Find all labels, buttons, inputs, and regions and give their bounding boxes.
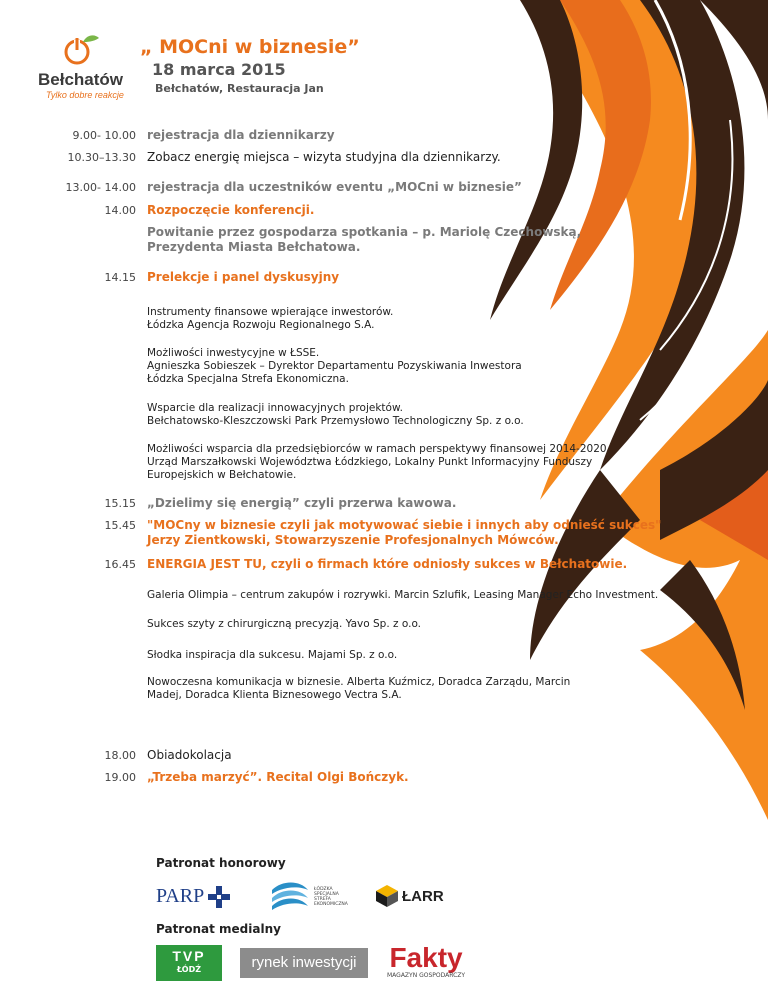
agenda-item: ENERGIA JEST TU, czyli o firmach które odniosły sukces w Bełchatowie. — [147, 557, 628, 571]
talk-item: Sukces szyty z chirurgiczną precyzją. Yavo Sp. z o.o. — [147, 618, 422, 630]
power-apple-icon — [63, 32, 103, 68]
agenda-time: 18.00 — [104, 749, 136, 762]
event-title: „ MOCni w biznesie” — [140, 36, 360, 58]
agenda-item-detail: Prezydenta Miasta Bełchatowa. — [147, 240, 361, 254]
rynek-inwestycji-logo: rynek inwestycji — [240, 948, 368, 978]
agenda-item: Prelekcje i panel dyskusyjny — [147, 270, 340, 284]
agenda-time: 13.00- 14.00 — [65, 181, 136, 194]
agenda-item: „Trzeba marzyć”. Recital Olgi Bończyk. — [147, 770, 409, 784]
agenda-time: 15.15 — [104, 497, 136, 510]
talk-item: Możliwości inwestycyjne w ŁSSE. Agnieszka Sobieszek – Dyrektor Departamentu Pozyskiwania Inwestora Łódzka Specjalna Strefa Ekonomiczna. — [147, 347, 522, 385]
agenda-item-detail: Jerzy Zientkowski, Stowarzyszenie Profesjonalnych Mówców. — [147, 533, 559, 547]
agenda-time: 9.00- 10.00 — [72, 129, 136, 142]
honorary-patronage-label: Patronat honorowy — [156, 856, 286, 870]
event-date: 18 marca 2015 — [152, 60, 286, 79]
media-patronage-label: Patronat medialny — [156, 922, 281, 936]
tvp-lodz-logo: TVP ŁÓDŹ — [156, 945, 222, 981]
agenda-time: 19.00 — [104, 771, 136, 784]
talk-item: Galeria Olimpia – centrum zakupów i rozrywki. Marcin Szlufik, Leasing Manager Echo Investment. — [147, 589, 659, 601]
lsse-wave-icon — [270, 880, 310, 914]
fakty-logo: Fakty MAGAZYN GOSPODARCZY — [387, 942, 466, 979]
agenda-time: 15.45 — [104, 519, 136, 532]
agenda-item-detail: Powitanie przez gospodarza spotkania – p. Mariolę Czechowską, — [147, 225, 582, 239]
larr-logo: ŁARR — [375, 884, 444, 908]
agenda-item: "MOCny w biznesie czyli jak motywować siebie i innych aby odnieść sukces" — [147, 518, 662, 532]
logo-city-name: Bełchatów — [38, 70, 124, 89]
talk-item: Nowoczesna komunikacja w biznesie. Alberta Kuźmicz, Doradca Zarządu, Marcin Madej, Doradca Klienta Biznesowego Vectra S.A. — [147, 676, 571, 701]
agenda-item: Obiadokolacja — [147, 748, 232, 762]
agenda-item: rejestracja dla dziennikarzy — [147, 128, 335, 142]
agenda-time: 14.00 — [104, 204, 136, 217]
talk-item: Wsparcie dla realizacji innowacyjnych projektów. Bełchatowsko-Kleszczowski Park Przemysłowo Technologiczny Sp. z o.o. — [147, 402, 524, 427]
agenda-time: 14.15 — [104, 271, 136, 284]
agenda-item: „Dzielimy się energią” czyli przerwa kawowa. — [147, 496, 457, 510]
larr-cube-icon — [375, 884, 399, 908]
parp-cross-icon — [208, 886, 230, 908]
talk-item: Możliwości wsparcia dla przedsiębiorców w ramach perspektywy finansowej 2014-2020 Urząd Marszałkowski Województwa Łódzkiego, Lokalny Punkt Informacyjny Funduszy Europejskich w Bełchatowie. — [147, 443, 607, 481]
agenda-time: 10.30–13.30 — [67, 151, 136, 164]
talk-item: Instrumenty finansowe wpierające inwestorów. Łódzka Agencja Rozwoju Regionalnego S.A. — [147, 306, 394, 331]
talk-item: Słodka inspiracja dla sukcesu. Majami Sp. z o.o. — [147, 649, 398, 661]
parp-logo: PARP — [156, 885, 230, 908]
agenda-item: Rozpoczęcie konferencji. — [147, 203, 315, 217]
logo-tagline: Tylko dobre reakcje — [46, 90, 124, 100]
event-venue: Bełchatów, Restauracja Jan — [155, 82, 324, 95]
agenda-time: 16.45 — [104, 558, 136, 571]
lsse-logo: ŁÓDZKA SPECJALNA STREFA EKONOMICZNA — [270, 880, 348, 914]
agenda-item: rejestracja dla uczestników eventu „MOCni w biznesie” — [147, 180, 522, 194]
agenda-item: Zobacz energię miejsca – wizyta studyjna dla dziennikarzy. — [147, 150, 501, 164]
